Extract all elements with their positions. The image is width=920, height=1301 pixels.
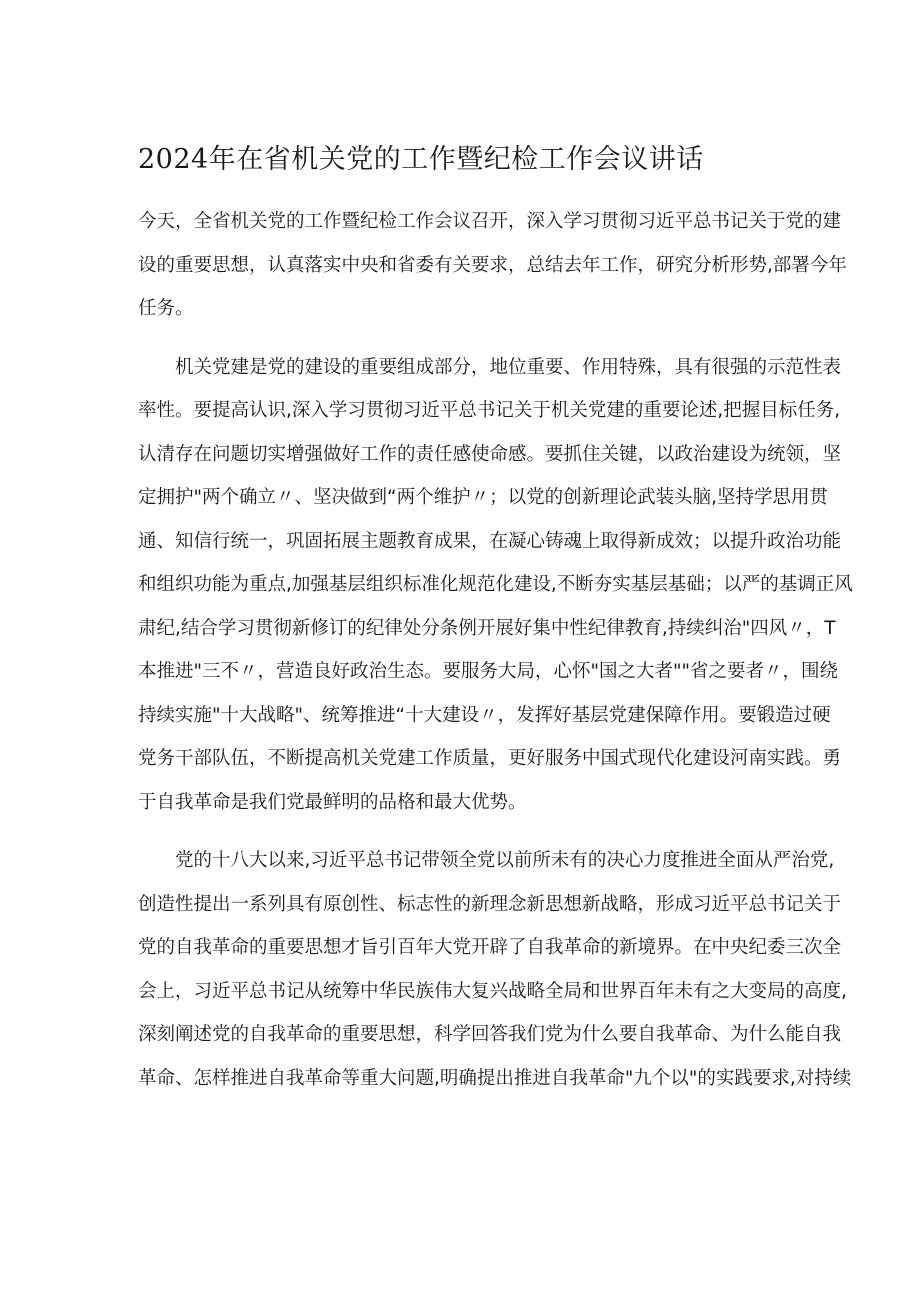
text-line: 革命、怎样推进自我革命等重大问题,明确提出推进自我革命"九个以"的实践要求,对持续 xyxy=(138,1067,852,1089)
paragraph-gap xyxy=(138,824,798,839)
text-line: 定拥护"两个确立〃、坚决做到“两个维护〃；以党的创新理论武装头脑,坚持学思用贯 xyxy=(138,487,828,508)
text-line: 深刻阐述党的自我革命的重要思想，科学回答我们党为什么要自我革命、为什么能自我 xyxy=(138,1024,842,1045)
text-line: 机关党建是党的建设的重要组成部分，地位重要、作用特殊，具有很强的示范性表 xyxy=(138,356,842,378)
text-line: 任务。 xyxy=(138,298,194,319)
text-line: 今天，全省机关党的工作暨纪检工作会议召开，深入学习贯彻习近平总书记关于党的建 xyxy=(138,211,842,232)
text-line: 持续实施"十大战略"、统筹推进“十大建设〃，发挥好基层党建保障作用。要锻造过硬 xyxy=(138,704,831,726)
paragraph-1 xyxy=(138,200,847,331)
text-line: 认清存在问题切实增强做好工作的责任感使命感。要抓住关键，以政治建设为统领，坚 xyxy=(138,443,842,465)
text-line: 党的十八大以来,习近平总书记带领全党以前所未有的决心力度推进全面从严治党, xyxy=(138,850,835,871)
text-line: 本推进"三不〃，营造良好政治生态。要服务大局，心怀"国之大者""省之要者〃，围绕 xyxy=(138,661,839,682)
text-line: 率性。要提高认识,深入学习贯彻习近平总书记关于机关党建的重要论述,把握目标任务, xyxy=(138,400,841,421)
paragraph-2 xyxy=(138,346,853,825)
text-line: 设的重要思想，认真落实中央和省委有关要求，总结去年工作，研究分析形势,部署今年 xyxy=(138,254,847,276)
text-line: 通、知信行统一，巩固拓展主题教育成果，在凝心铸魂上取得新成效；以提升政治功能 xyxy=(138,530,842,552)
paragraph-gap xyxy=(138,331,798,346)
text-line: 党务干部队伍，不断提高机关党建工作质量，更好服务中国式现代化建设河南实践。勇 xyxy=(138,748,842,769)
paragraph-3 xyxy=(138,839,852,1100)
text-line: 会上，习近平总书记从统筹中华民族伟大复兴战略全局和世界百年未有之大变局的高度, xyxy=(138,980,847,1002)
text-line: 和组织功能为重点,加强基层组织标准化规范化建设,不断夯实基层基础；以严的基调正风 xyxy=(138,574,853,595)
text-line: 党的自我革命的重要思想才旨引百年大党开辟了自我革命的新境界。在中央纪委三次全 xyxy=(138,937,842,958)
text-line: 肃纪,结合学习贯彻新修订的纪律处分条例开展好集中性纪律教育,持续纠治"四风〃，T xyxy=(138,617,836,639)
text-line: 于自我革命是我们党最鲜明的品格和最大优势。 xyxy=(138,791,527,813)
document-body xyxy=(138,200,853,1100)
document-title: 2024年在省机关党的工作暨纪检工作会议讲话 xyxy=(138,144,704,175)
text-line: 创造性提出一系列具有原创性、标志性的新理念新思想新战略，形成习近平总书记关于 xyxy=(138,893,842,915)
